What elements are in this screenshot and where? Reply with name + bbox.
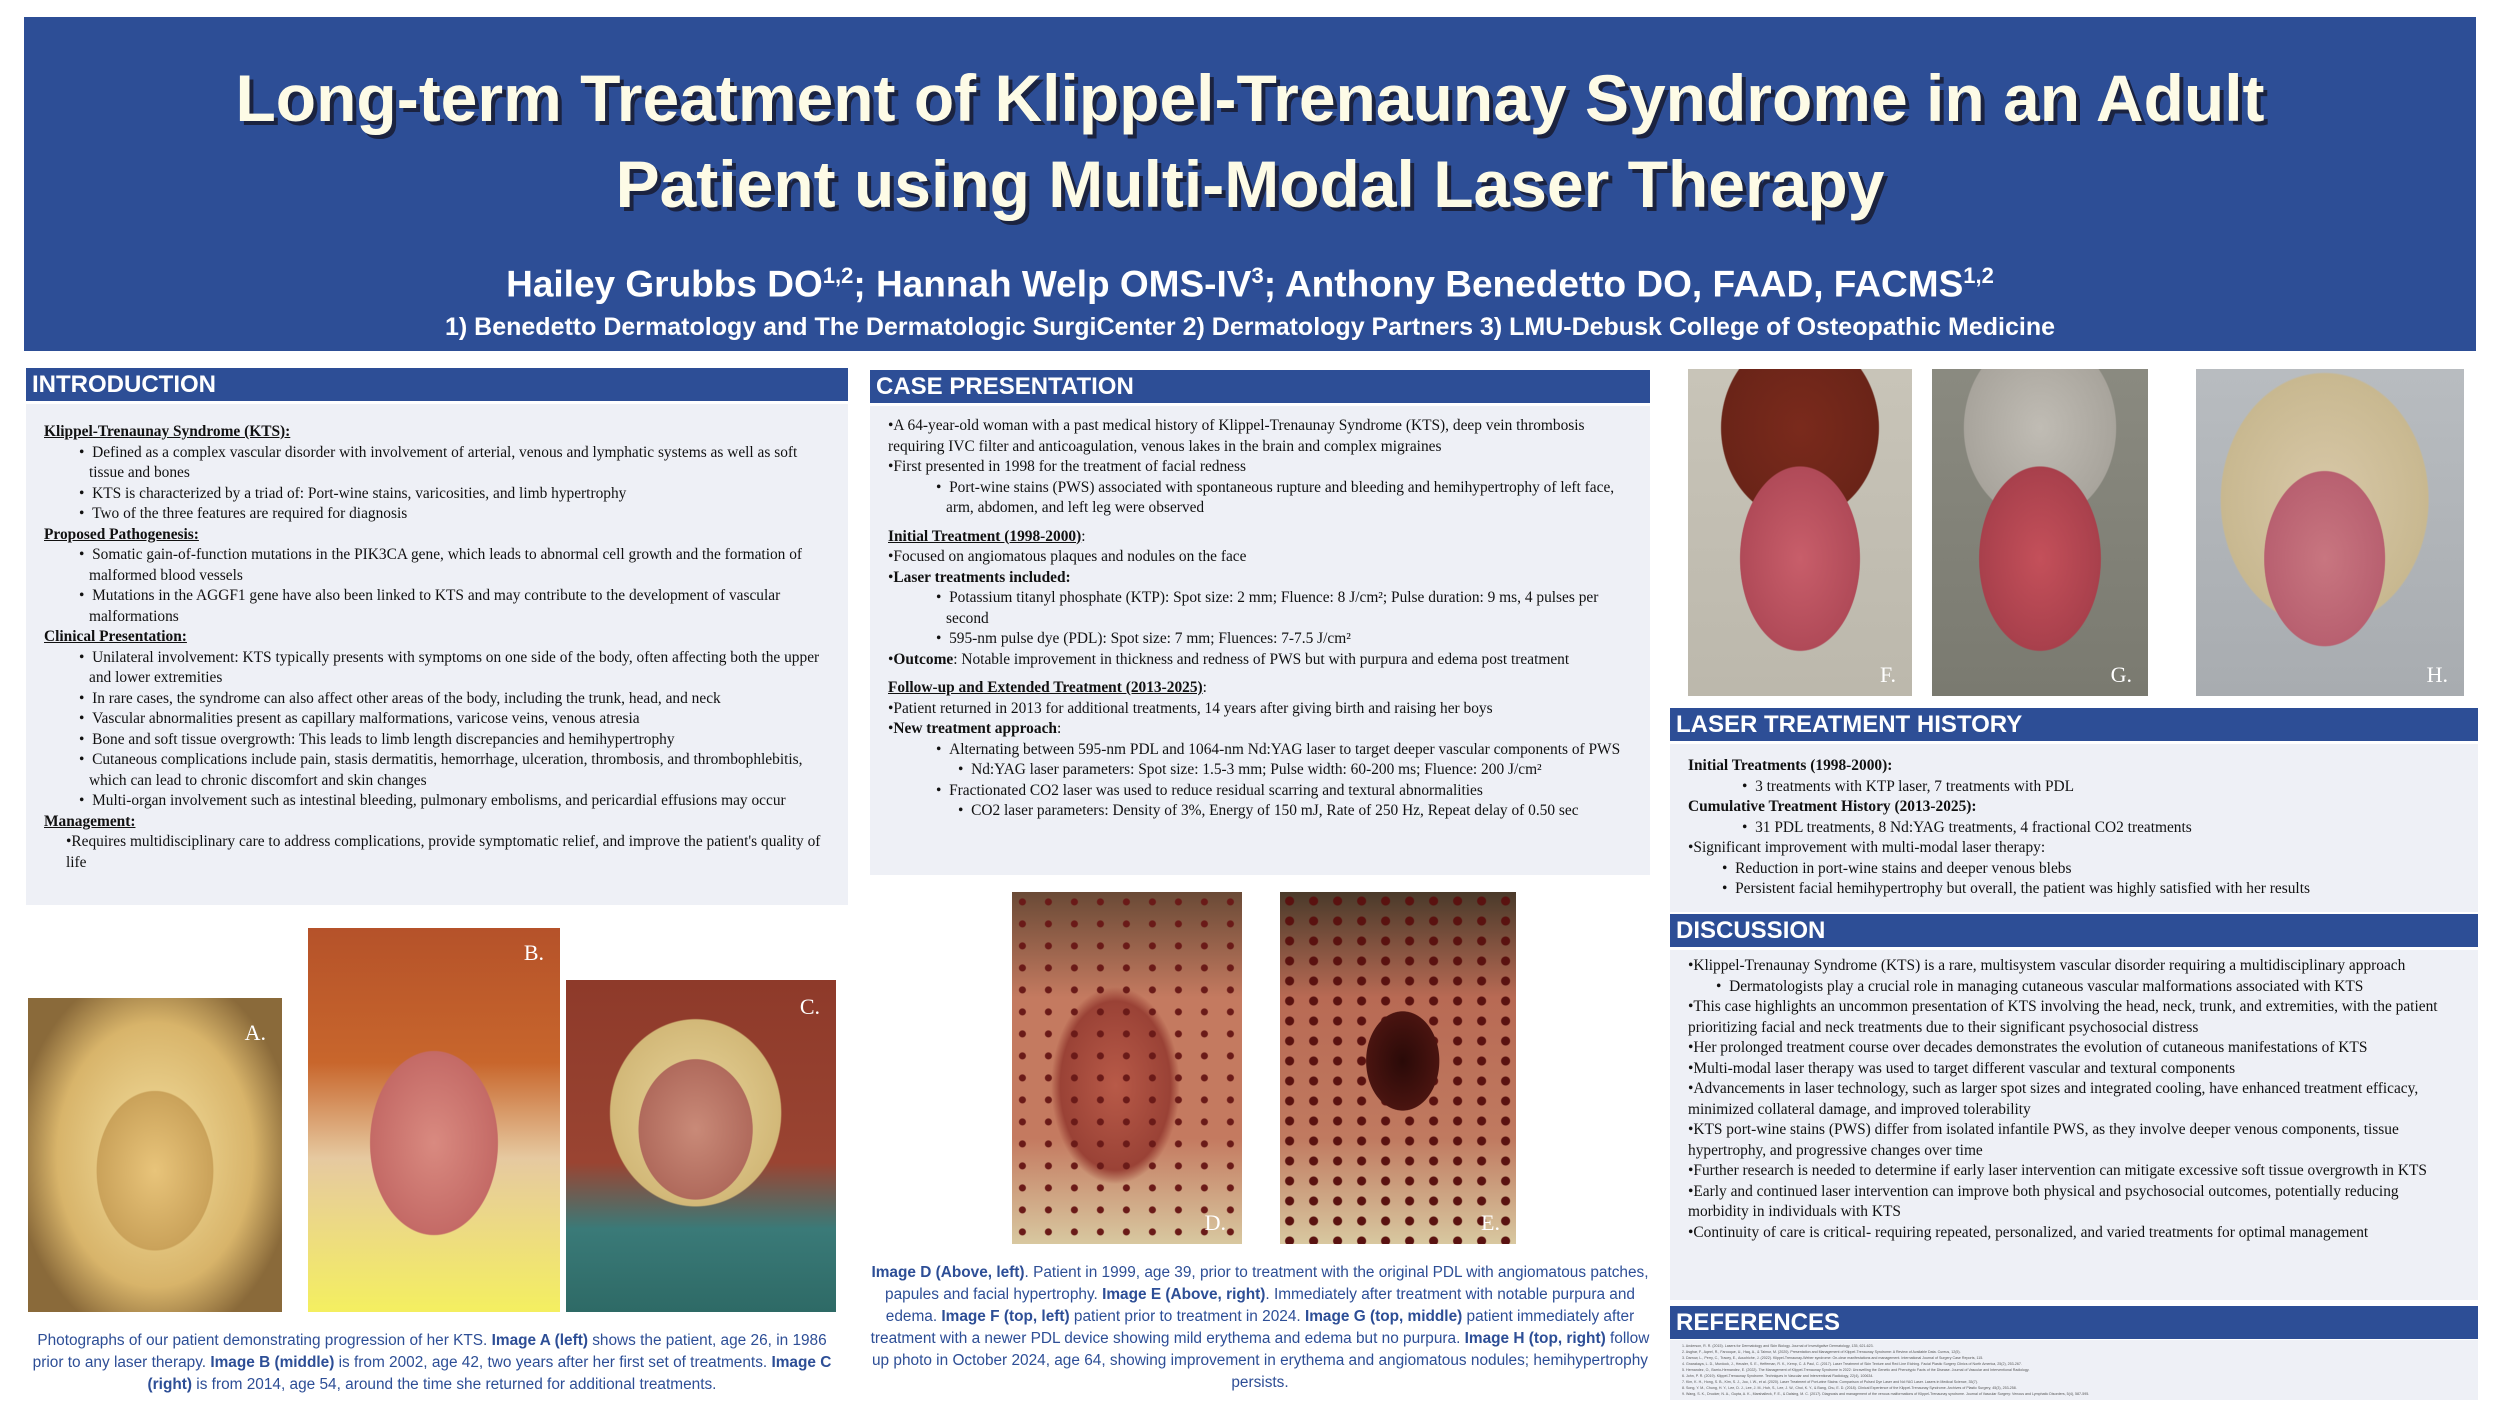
discussion-heading: DISCUSSION: [1670, 914, 2478, 947]
list-item: • Mutations in the AGGF1 gene have also been linked to KTS and may contribute to the development of vascular malformations: [79, 587, 781, 625]
photo-b: B.: [308, 928, 560, 1312]
list-item: •KTS port-wine stains (PWS) differ from isolated infantile PWS, as they involve deeper venous components, tissue hypertrophy, and progressive changes over time: [1688, 1121, 2399, 1159]
reference-item: 9. Wang, S. K., Drucker, N. A., Gupta, A. K., Marshalleck, F. E., & Dalsing, M. C. (2017). Diagnosis and management of the venous malformations of Klippel-Trenaunay syndrome. Journal of Vascular Surgery: Venous and Lymphatic Disorders, 5(4), 587-595.: [1682, 1392, 2090, 1396]
list-item: • Nd:YAG laser parameters: Spot size: 1.5-3 mm; Pulse width: 60-200 ms; Fluence: 200 J/cm²: [958, 761, 1542, 778]
list-item: •Klippel-Trenaunay Syndrome (KTS) is a rare, multisystem vascular disorder requiring a multidisciplinary approach: [1688, 957, 2406, 974]
references-panel: [1670, 1340, 2478, 1400]
reference-item: 4. Gnarakaya, L. D., Murdock, J., Heusler, S. E., Heffernan, R. K., Kemp, C. & Paul, C. (2017). Laser Treatment of Skin Texture and Red Line Etching. Facial Plastic Surgery Clinics of North America, 25(2), 253-267.: [1682, 1362, 2022, 1366]
list-item: • Unilateral involvement: KTS typically presents with symptoms on one side of the body, often affecting both the upper and lower extremities: [79, 648, 820, 686]
references-heading: REFERENCES: [1670, 1306, 2478, 1339]
laser-history-heading: LASER TREATMENT HISTORY: [1670, 708, 2478, 741]
list-item: • Reduction in port-wine stains and deeper venous blebs: [1722, 859, 2072, 877]
photo-caption-left: Photographs of our patient demonstrating progression of her KTS. Image A (left) shows the patient, age 26, in 1986 prior to any laser therapy. Image B (middle) is from 2002, age 42, two years after her first set of treatments. Image C (right) is from 2014, age 54, around the time she returned for additional treatments.: [32, 1332, 832, 1393]
management-text: •Requires multidisciplinary care to address complications, provide symptomatic relief, and improve the patient's quality of life: [66, 833, 821, 871]
list-item: •Further research is needed to determine if early laser intervention can mitigate excessive soft tissue overgrowth in KTS: [1688, 1162, 2427, 1179]
list-item: •Advancements in laser technology, such as larger spot sizes and integrated cooling, have enhanced treatment efficacy, minimized collateral damage, and improved tolerability: [1688, 1080, 2419, 1118]
photo-h: H.: [2196, 369, 2464, 696]
list-item: • 595-nm pulse dye (PDL): Spot size: 7 mm; Fluences: 7-7.5 J/cm²: [936, 630, 1351, 647]
list-item: • Vascular abnormalities present as capillary malformations, varicose veins, venous atresia: [79, 710, 640, 727]
list-item: •Her prolonged treatment course over decades demonstrates the evolution of cutaneous manifestations of KTS: [1688, 1039, 2368, 1056]
clinical-heading: Clinical Presentation:: [44, 628, 187, 645]
list-item: • Persistent facial hemihypertrophy but overall, the patient was highly satisfied with her results: [1722, 880, 2310, 897]
poster-title: Long-term Treatment of Klippel-Trenaunay Syndrome in an Adult Patient using Multi-Modal Laser Therapy: [235, 61, 2265, 221]
list-item: • CO2 laser parameters: Density of 3%, Energy of 150 mJ, Rate of 250 Hz, Repeat delay of 0.50 sec: [958, 802, 1579, 819]
list-item: •This case highlights an uncommon presentation of KTS involving the head, neck, trunk, and extremities, with the patient prioritizing facial and neck treatments due to their significant psychosocial distress: [1688, 998, 2438, 1036]
author-list: Hailey Grubbs DO$^{1,2}$; Hannah Welp OMS-$IV^3$; Anthony Benedetto DO, FAAD, FACMS$^{1,2}$: [506, 263, 1994, 305]
list-item: • Port-wine stains (PWS) associated with spontaneous rupture and bleeding and hemihypertrophy of left face, arm, abdomen, and left leg were observed: [936, 478, 1615, 516]
list-item: • Somatic gain-of-function mutations in the PIK3CA gene, which leads to abnormal cell growth and the formation of malformed blood vessels: [79, 546, 803, 584]
laser-history-panel: Initial Treatments (1998-2000): • 3 treatments with KTP laser, 7 treatments with PDL Cumulative Treatment History (2013-2025): • 31 PDL treatments, 8 Nd:YAG treatments, 4 fractional CO2 treatments •Significant improvement with multi-modal laser therapy: • Reduction in port-wine stains and deeper venous blebs • Persistent facial hemihypertrophy but overall, the patient was highly satisfied with her results: [1670, 744, 2478, 912]
photo-a: A.: [28, 998, 282, 1312]
list-item: •Multi-modal laser therapy was used to target different vascular and textural components: [1688, 1059, 2236, 1077]
list-item: • Cutaneous complications include pain, stasis dermatitis, hemorrhage, ulceration, thrombosis, and thrombophlebitis, which can lead to chronic discomfort and skin changes: [79, 751, 803, 789]
photo-c: C.: [566, 980, 836, 1312]
reference-item: 8. Song, Y. M., Chung, H. Y., Lee, D. J., Lee, J. M., Huh, S., Lee, J. W., Choi, K. Y., & Bang, Chu, E. D. (2018). Clinical Experience of the Klippel-Trenaunay Syndrome. Archives of Plastic Surgery, 45(3), 253-258.: [1682, 1386, 2017, 1390]
list-item: • Bone and soft tissue overgrowth: This leads to limb length discrepancies and hemihypertrophy: [79, 730, 675, 748]
reference-item: 7. Kim, K. H., Hong, S. B., Kim, S. J., Joo, I. W., et al. (2020). Laser Treatment of Port-wine Stains: Comparison of Pulsed Dye Laser and Nd:YAG Laser. Lasers in Medical Science, 35(7).: [1682, 1380, 1978, 1384]
list-item: • Defined as a complex vascular disorder with involvement of arterial, venous and lymphatic systems as well as soft tissue and bones: [79, 443, 798, 481]
list-item: • 3 treatments with KTP laser, 7 treatments with PDL: [1742, 777, 2075, 795]
list-item: •Early and continued laser intervention can improve both physical and psychosocial outcomes, potentially reducing morbidity in individuals with KTS: [1688, 1182, 2399, 1220]
kts-heading: Klippel-Trenaunay Syndrome (KTS):: [44, 423, 291, 440]
list-item: • Dermatologists play a crucial role in managing cutaneous vascular malformations associated with KTS: [1716, 977, 2364, 995]
list-item: • Alternating between 595-nm PDL and 1064-nm Nd:YAG laser to target deeper vascular components of PWS: [936, 740, 1621, 758]
list-item: • Multi-organ involvement such as intestinal bleeding, pulmonary embolisms, and pericardial effusions may occur: [79, 792, 786, 809]
reference-item: 2. Asghar, F., Aqeel, R., Farooque, U., Haq, A., & Taimur, M. (2020). Presentation and Management of Klippel-Trenaunay Syndrome: A Review of Available Data. Cureus, 12(5).: [1682, 1350, 1961, 1354]
followup-heading: Follow-up and Extended Treatment (2013-2025): [888, 679, 1203, 696]
list-item: • Fractionated CO2 laser was used to reduce residual scarring and textural abnormalities: [936, 781, 1483, 799]
list-item: • Potassium titanyl phosphate (KTP): Spot size: 2 mm; Fluence: 8 J/cm²; Pulse duration: 9 ms, 4 pulses per second: [936, 589, 1599, 627]
list-item: • 31 PDL treatments, 8 Nd:YAG treatments, 4 fractional CO2 treatments: [1742, 818, 2192, 836]
case-presentation-heading: CASE PRESENTATION: [870, 370, 1650, 403]
initial-treatment-heading: Initial Treatment (1998-2000): [888, 527, 1082, 545]
photo-f: F.: [1688, 369, 1912, 696]
list-item: • In rare cases, the syndrome can also affect other areas of the body, including the trunk, head, and neck: [79, 689, 721, 707]
list-item: • Two of the three features are required for diagnosis: [79, 505, 408, 522]
reference-item: 6. John, P. R. (2019). Klippel-Trenaunay Syndrome. Techniques in Vascular and Interventional Radiology, 22(4), 100634.: [1682, 1374, 1874, 1378]
management-heading: Management:: [44, 812, 136, 830]
case-presentation-panel: •A 64-year-old woman with a past medical history of Klippel-Trenaunay Syndrome (KTS), deep vein thrombosis requiring IVC filter and anticoagulation, venous lakes in the brain and complex migraines •First presented in 1998 for the treatment of facial redness • Port-wine stains (PWS) associated with spontaneous rupture and bleeding and hemihypertrophy of left face, arm, abdomen, and left leg were observed Initial Treatment (1998-2000): •Focused on angiomatous plaques and nodules on the face •Laser treatments included: • Potassium titanyl phosphate (KTP): Spot size: 2 mm; Fluence: 8 J/cm²; Pulse duration: 9 ms, 4 pulses per second • 595-nm pulse dye (PDL): Spot size: 7 mm; Fluences: 7-7.5 J/cm² •Outcome: Notable improvement in thickness and redness of PWS but with purpura and edema post treatment Follow-up and Extended Treatment (2013-2025): •Patient returned in 2013 for additional treatments, 14 years after giving birth and raising her boys •New treatment approach: • Alternating between 595-nm PDL and 1064-nm Nd:YAG laser to target deeper vascular components of PWS • Nd:YAG laser parameters: Spot size: 1.5-3 mm; Pulse width: 60-200 ms; Fluence: 200 J/cm² • Fractionated CO2 laser was used to reduce residual scarring and textural abnormalities • CO2 laser parameters: Density of 3%, Energy of 150 mJ, Rate of 250 Hz, Repeat delay of 0.50 sec: [870, 406, 1650, 875]
list-item: • KTS is characterized by a triad of: Port-wine stains, varicosities, and limb hypertrophy: [79, 484, 627, 502]
reference-item: 3. Darrow, L., Perry, C., Tracey, E., Aouchiche, J. (2022). Klippel-Trenaunay-Weber syndrome: On-clear manifestations and management. International Journal of Surgery Case Reports, 115.: [1682, 1356, 1984, 1360]
affiliations: 1) Benedetto Dermatology and The Dermatologic SurgiCenter 2) Dermatology Partners 3) LMU-Debusk College of Osteopathic Medicine: [445, 313, 2055, 341]
introduction-heading: INTRODUCTION: [26, 368, 848, 401]
photo-e: E.: [1280, 892, 1516, 1244]
photo-caption-middle: Image D (Above, left). Patient in 1999, age 39, prior to treatment with the original PDL with angiomatous patches, papules and facial hypertrophy. Image E (Above, right). Immediately after treatment with notable purpura and edema. Image F (top, left) patient prior to treatment in 2024. Image G (top, middle) patient immediately after treatment with a newer PDL device showing mild erythema and edema but no purpura. Image H (top, right) follow up photo in October 2024, age 64, showing improvement in erythema and angiomatous nodules; hemihypertrophy persists.: [870, 1264, 1650, 1391]
reference-item: 1. Anderson, R. R. (2015). Lasers for Dermatology and Skin Biology. Journal of Investigative Dermatology, 135, 621-623.: [1682, 1344, 1874, 1348]
photo-g: G.: [1932, 369, 2148, 696]
list-item: •Continuity of care is critical- requiring repeated, personalized, and varied treatments for optimal management: [1688, 1223, 2369, 1241]
pathogenesis-heading: Proposed Pathogenesis:: [44, 525, 199, 543]
discussion-panel: [1670, 950, 2478, 1300]
introduction-panel: [26, 404, 848, 905]
reference-item: 5. Hernandez, O., Barrio-Hernandez, E. (2022). The Management of Klippel-Trenaunay Syndrome in 2022: Unravelling the Genetic and Phenotypic Facts of the Disease. Journal of Vascular and Interventional Radiology.: [1682, 1368, 2030, 1372]
title-banner: [24, 17, 2476, 351]
photo-d: D.: [1012, 892, 1242, 1244]
